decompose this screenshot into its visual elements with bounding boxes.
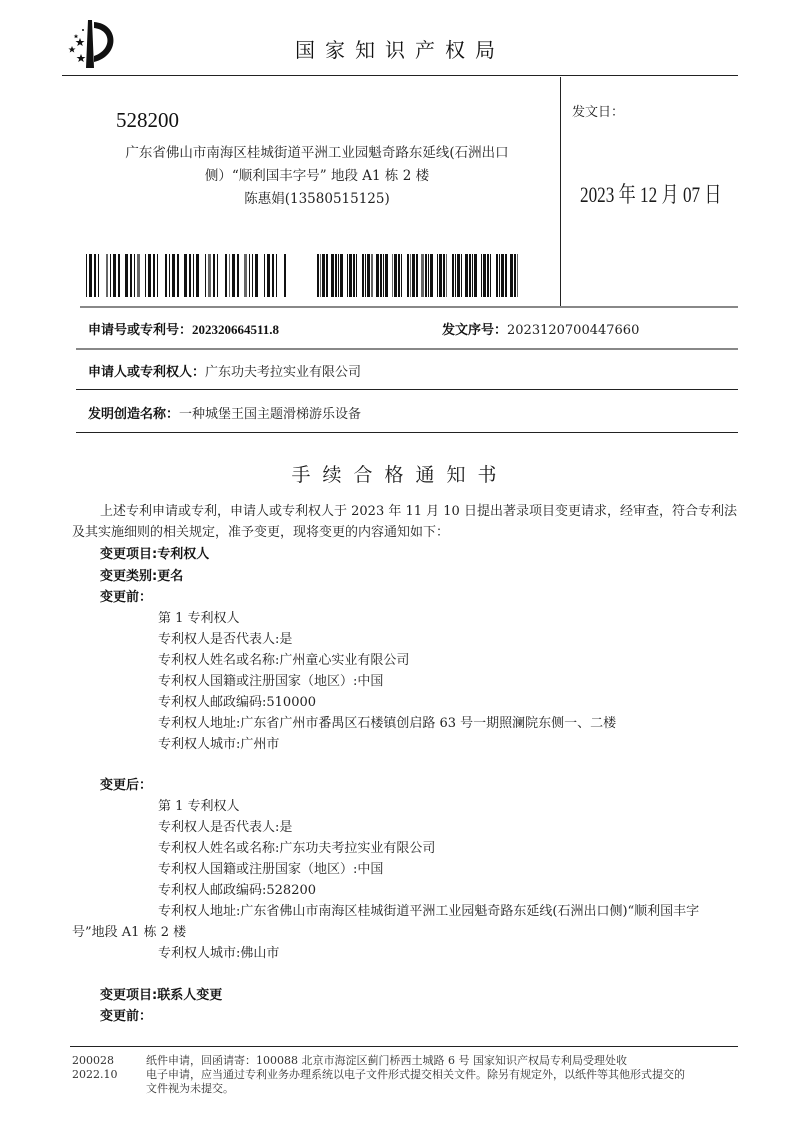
after-line: 专利权人是否代表人:是 [158, 820, 293, 835]
after-line: 专利权人城市:佛山市 [158, 946, 280, 961]
before-line: 第 1 专利权人 [158, 611, 240, 626]
footer-divider [70, 1046, 738, 1047]
barcode-divider [80, 306, 738, 308]
footer-line-1: 纸件申请，回函请寄：100088 北京市海淀区蓟门桥西土城路 6 号 国家知识产权局专利局受理处收 [146, 1054, 627, 1067]
change1-item: 变更项目:专利权人 [100, 547, 210, 562]
application-number-label: 申请号或专利号： [88, 323, 193, 338]
serial-number-value: 2023120700447660 [507, 323, 640, 338]
before-line: 专利权人地址:广东省广州市番禺区石楼镇创启路 63 号一期照澜院东侧一、二楼 [158, 716, 617, 731]
form-code: 200028 [72, 1054, 114, 1067]
header-divider [62, 75, 738, 76]
change2-item: 变更项目:联系人变更 [100, 988, 223, 1003]
recipient-postcode: 528200 [116, 108, 179, 132]
after-line: 号”地段 A1 栋 2 楼 [72, 925, 187, 940]
issue-date-value: 2023 年 12 月 07 日 [580, 182, 722, 207]
change2-before-label: 变更前： [100, 1009, 153, 1024]
change1-before-label: 变更前： [100, 590, 153, 605]
before-line: 专利权人国籍或注册国家（地区）:中国 [158, 674, 384, 689]
invention-value: 一种城堡王国主题滑梯游乐设备 [179, 407, 362, 422]
after-line: 专利权人邮政编码:528200 [158, 883, 317, 898]
after-line: 专利权人姓名或名称:广东功夫考拉实业有限公司 [158, 841, 436, 856]
footer-line-3: 文件视为未提交。 [146, 1082, 234, 1095]
applicant-field [88, 361, 361, 380]
application-number-field [88, 319, 279, 338]
change1-after-label: 变更后： [100, 778, 153, 793]
footer-line-2: 电子申请，应当通过专利业务办理系统以电子文件形式提交相关文件。除另有规定外，以纸件等其他形式提交的 [146, 1068, 685, 1081]
agency-name: 国家知识产权局 [295, 38, 505, 62]
serial-number-field [442, 319, 639, 338]
after-line: 专利权人地址:广东省佛山市南海区桂城街道平洲工业园魁奇路东延线(石洲出口侧)“顺利国丰字 [158, 904, 700, 919]
change1-type: 变更类别:更名 [100, 569, 184, 584]
applicant-label: 申请人或专利权人： [88, 365, 206, 380]
date-column-divider [560, 77, 561, 306]
address-line-2: 侧）“顺利国丰字号” 地段 A1 栋 2 楼 [204, 168, 430, 184]
before-line: 专利权人是否代表人:是 [158, 632, 293, 647]
applicant-value: 广东功夫考拉实业有限公司 [205, 365, 362, 380]
invention-field [88, 403, 361, 422]
row-divider [76, 389, 738, 390]
row-divider [76, 348, 738, 350]
invention-label: 发明创造名称： [88, 407, 180, 422]
before-line: 专利权人邮政编码:510000 [158, 695, 317, 710]
address-line-1: 广东省佛山市南海区桂城街道平洲工业园魁奇路东延线(石洲出口 [125, 145, 509, 161]
row-divider [76, 432, 738, 433]
notice-title: 手续合格通知书 [291, 464, 509, 486]
recipient-contact: 陈惠娟(13580515125) [244, 191, 390, 207]
before-line: 专利权人姓名或名称:广州童心实业有限公司 [158, 653, 410, 668]
after-line: 第 1 专利权人 [158, 799, 240, 814]
notice-intro: 上述专利申请或专利，申请人或专利权人于 2023 年 11 月 10 日提出著录项目变更请求，经审查，符合专利法及其实施细则的相关规定，准予变更，现将变更的内容通知如下： [72, 504, 737, 540]
after-line: 专利权人国籍或注册国家（地区）:中国 [158, 862, 384, 877]
form-version: 2022.10 [72, 1068, 118, 1081]
issue-date-label: 发文日： [572, 105, 625, 120]
barcode-application [86, 254, 288, 297]
recipient-address [82, 142, 552, 211]
footer-notes [146, 1054, 742, 1096]
before-line: 专利权人城市:广州市 [158, 737, 280, 752]
serial-number-label: 发文序号： [442, 323, 508, 338]
barcode-serial [317, 254, 519, 297]
application-number-value: 202320664511.8 [192, 322, 280, 337]
